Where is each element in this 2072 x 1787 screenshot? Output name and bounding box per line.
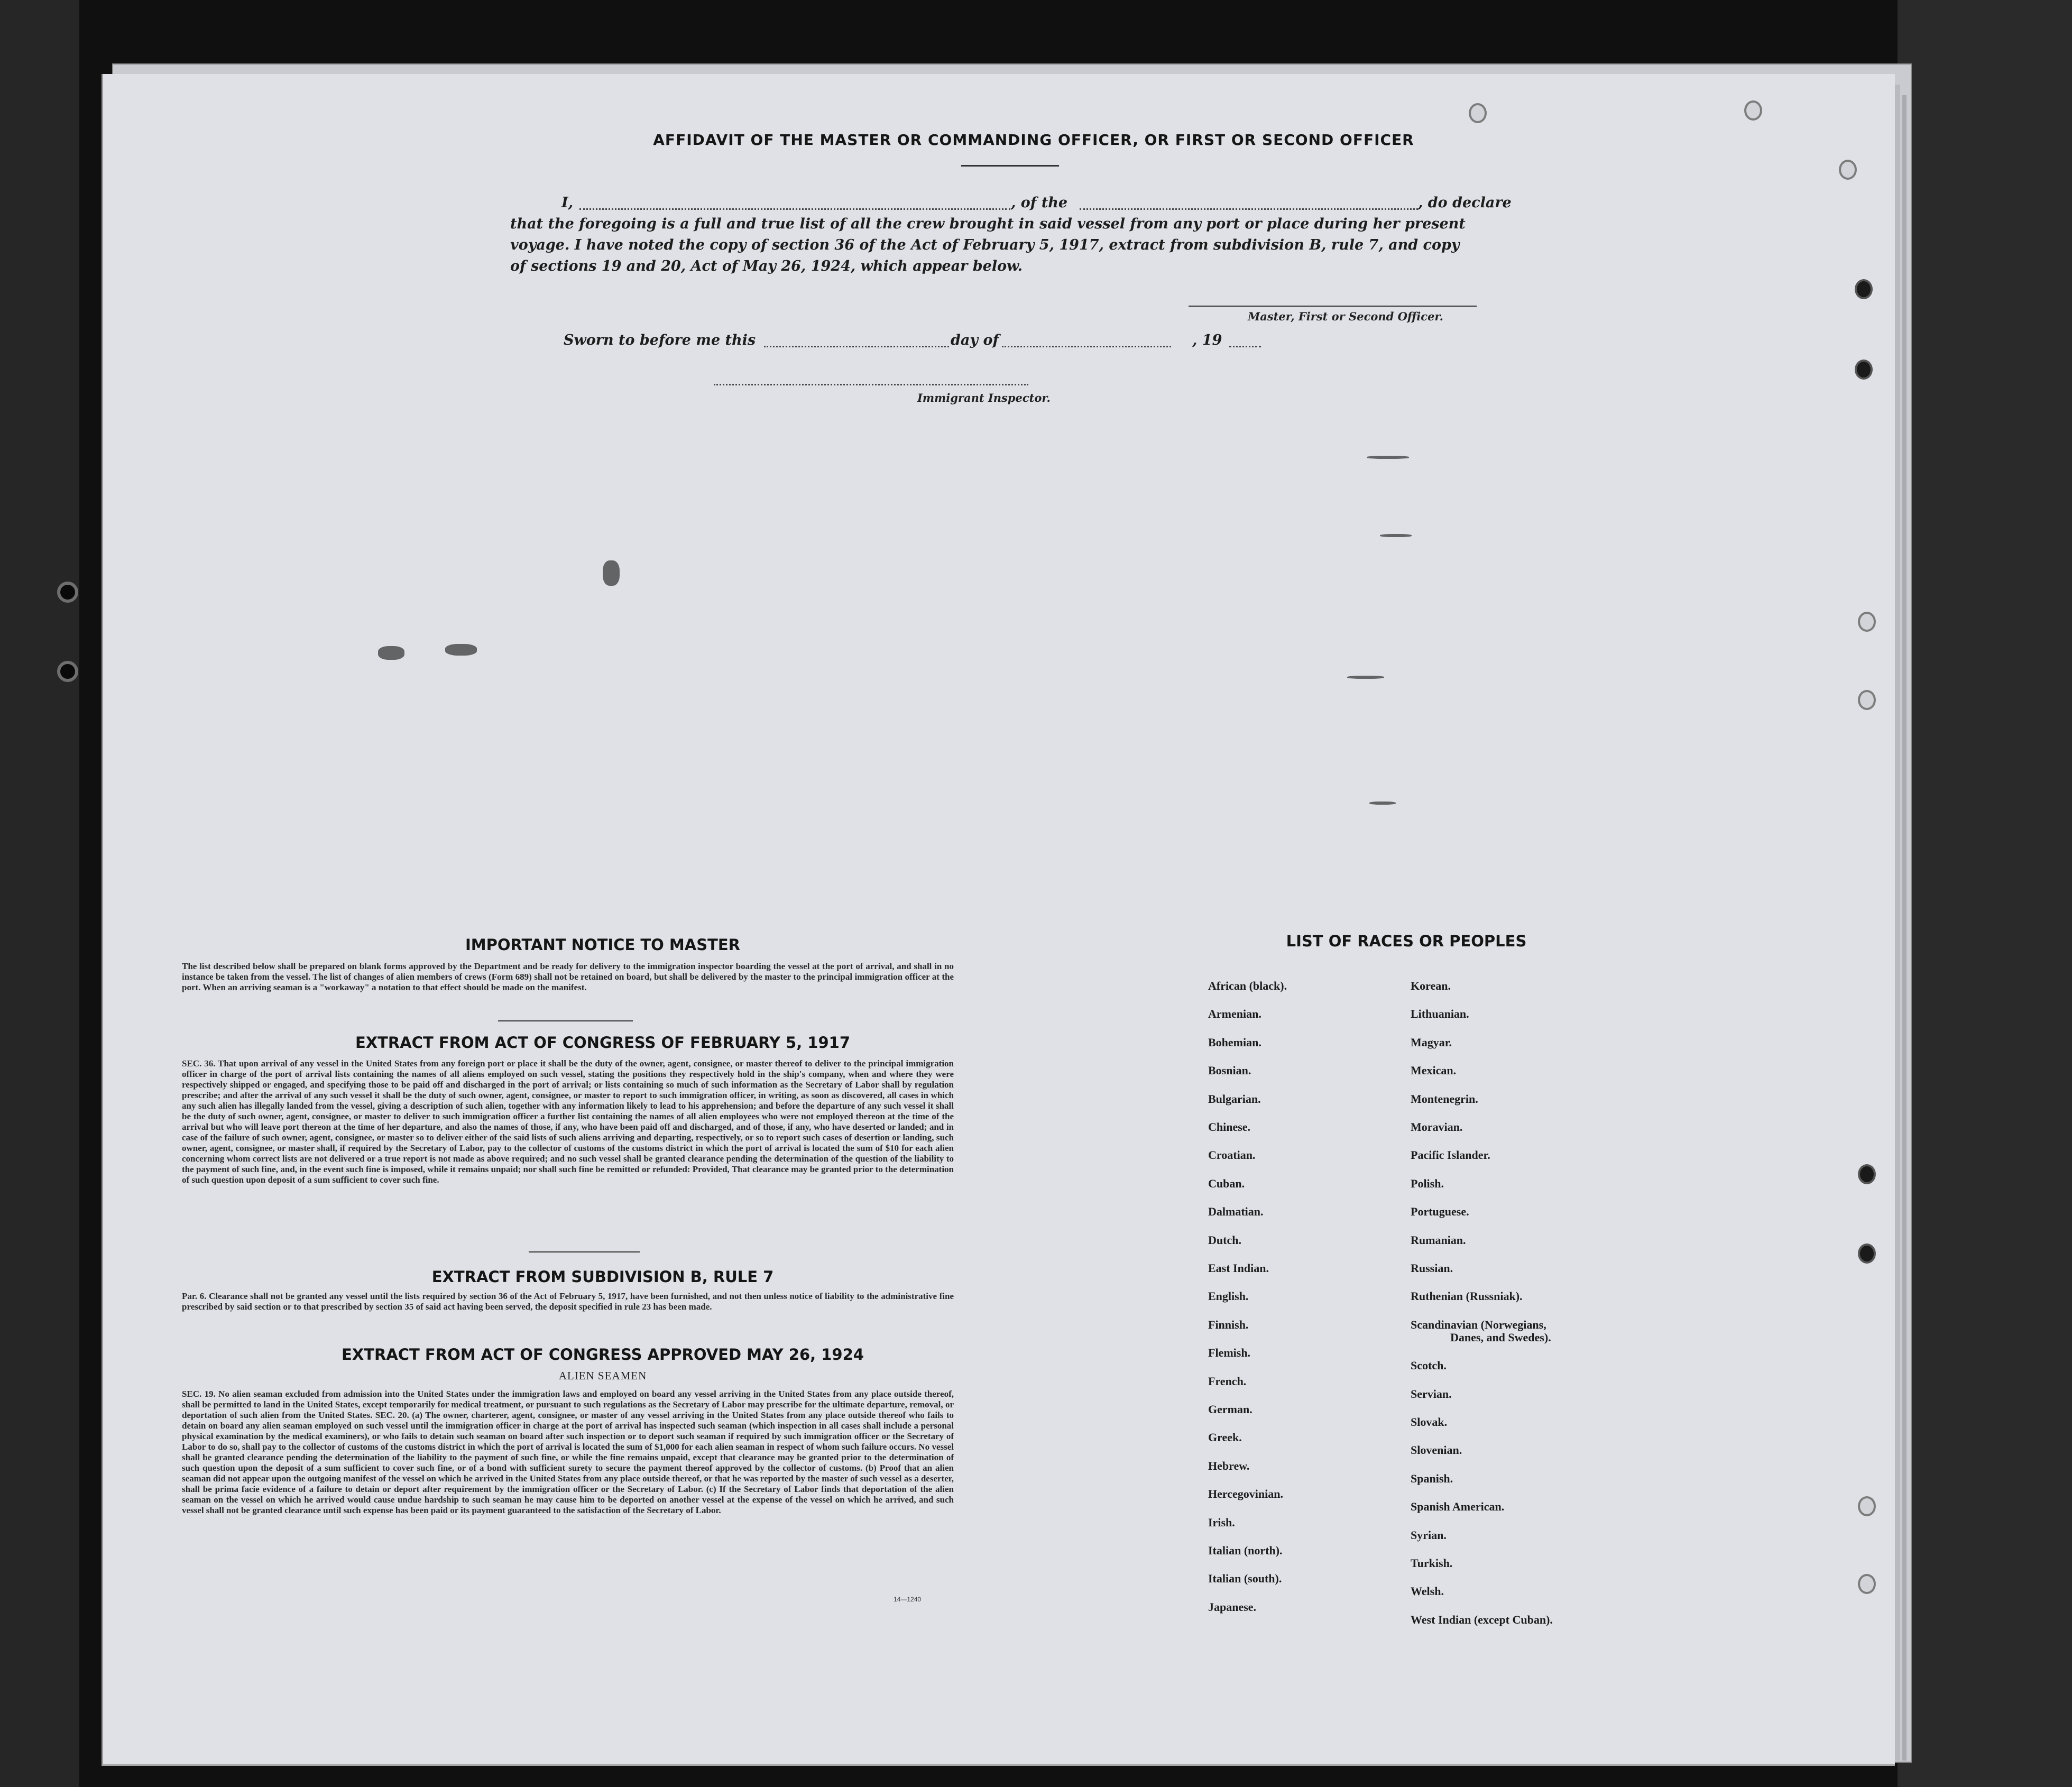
ink-smudge bbox=[445, 644, 477, 656]
affidavit-line-2: that the foregoing is a full and true list of all the crew brought in said vessel from any port or place during her present bbox=[510, 216, 1466, 232]
punch-hole bbox=[1858, 1496, 1876, 1516]
race-item: Magyar. bbox=[1411, 1036, 1452, 1049]
race-item: Rumanian. bbox=[1411, 1233, 1466, 1247]
punch-hole bbox=[1855, 279, 1873, 299]
race-item: Pacific Islander. bbox=[1411, 1148, 1490, 1162]
race-item: Portuguese. bbox=[1411, 1205, 1469, 1218]
punch-hole bbox=[1744, 100, 1762, 121]
sworn-year-blank[interactable] bbox=[1229, 346, 1261, 347]
race-item: Flemish. bbox=[1208, 1346, 1251, 1359]
declarant-name-blank[interactable] bbox=[579, 208, 1010, 210]
title-underline bbox=[961, 165, 1059, 167]
affidavit-line-4: of sections 19 and 20, Act of May 26, 1924, which appear below. bbox=[510, 258, 1023, 274]
race-item: Montenegrin. bbox=[1411, 1092, 1478, 1106]
punch-hole bbox=[1858, 1164, 1876, 1184]
binding-hole bbox=[57, 582, 78, 603]
race-item: Moravian. bbox=[1411, 1120, 1463, 1134]
race-item: Welsh. bbox=[1411, 1585, 1444, 1598]
inspector-signature-line[interactable] bbox=[714, 384, 1028, 385]
race-item: Bulgarian. bbox=[1208, 1092, 1261, 1106]
race-item: Hebrew. bbox=[1208, 1459, 1250, 1472]
ink-smudge bbox=[1380, 534, 1412, 537]
race-item: Bosnian. bbox=[1208, 1064, 1251, 1077]
declarant-label: I, bbox=[561, 195, 574, 211]
race-item: Scandinavian (Norwegians, bbox=[1411, 1318, 1546, 1331]
master-signature-line[interactable] bbox=[1189, 306, 1477, 307]
sworn-label: Sworn to before me this bbox=[564, 332, 756, 348]
page-edge bbox=[1902, 95, 1907, 1761]
race-item: Mexican. bbox=[1411, 1064, 1457, 1077]
race-item: Chinese. bbox=[1208, 1120, 1251, 1134]
punch-hole bbox=[1858, 1243, 1876, 1264]
notice-text: The list described below shall be prepared on blank forms approved by the Department and be ready for delivery to the immigration inspector boarding the vessel at the port of arrival, and shall in no instance be taken from the vessel. The list of changes of alien members of crews (Form 689) shall not be retained on board, but shall be delivered by the master to the principal immigration officer at the port. When an arriving seaman is a "workaway" a notation to that effect should be made on the manifest. bbox=[182, 961, 954, 992]
race-item: Hercegovinian. bbox=[1208, 1487, 1283, 1500]
punch-hole bbox=[1858, 690, 1876, 710]
inspector-caption: Immigrant Inspector. bbox=[917, 391, 1051, 404]
race-item: Finnish. bbox=[1208, 1318, 1249, 1331]
right-binding-strip bbox=[1898, 0, 2072, 1787]
race-item: Bohemian. bbox=[1208, 1036, 1261, 1049]
punch-hole bbox=[1469, 103, 1487, 123]
punch-hole bbox=[1858, 1574, 1876, 1594]
race-item: Danes, and Swedes). bbox=[1450, 1331, 1551, 1344]
race-item: English. bbox=[1208, 1289, 1249, 1303]
extract-rule7-heading: EXTRACT FROM SUBDIVISION B, RULE 7 bbox=[431, 1268, 774, 1286]
race-item: Syrian. bbox=[1411, 1528, 1447, 1542]
punch-hole bbox=[1839, 160, 1857, 180]
punch-hole bbox=[1858, 612, 1876, 632]
ink-smudge bbox=[1347, 676, 1384, 679]
affidavit-line-3: voyage. I have noted the copy of section 36 of the Act of February 5, 1917, extract from subdivision B, rule 7, and copy bbox=[510, 237, 1460, 253]
page-edge bbox=[1895, 85, 1900, 1761]
race-item: Slovenian. bbox=[1411, 1443, 1462, 1457]
race-item: Polish. bbox=[1411, 1177, 1444, 1190]
race-item: Turkish. bbox=[1411, 1556, 1453, 1570]
divider bbox=[529, 1251, 640, 1252]
races-heading: LIST OF RACES OR PEOPLES bbox=[1286, 932, 1527, 950]
race-item: African (black). bbox=[1208, 979, 1287, 992]
race-item: Armenian. bbox=[1208, 1007, 1261, 1020]
punch-hole bbox=[1855, 360, 1873, 380]
notice-heading: IMPORTANT NOTICE TO MASTER bbox=[465, 936, 741, 954]
sworn-month-blank[interactable] bbox=[1002, 346, 1171, 347]
ink-smudge bbox=[603, 560, 620, 586]
race-item: Servian. bbox=[1411, 1387, 1452, 1401]
race-item: Scotch. bbox=[1411, 1359, 1447, 1372]
race-item: Slovak. bbox=[1411, 1415, 1448, 1429]
race-item: French. bbox=[1208, 1375, 1247, 1388]
day-of-label: day of bbox=[951, 332, 999, 348]
race-item: Irish. bbox=[1208, 1516, 1235, 1529]
race-item: Russian. bbox=[1411, 1261, 1453, 1275]
form-number: 14—1240 bbox=[894, 1596, 922, 1603]
race-item: Japanese. bbox=[1208, 1600, 1257, 1614]
race-item: Cuban. bbox=[1208, 1177, 1245, 1190]
divider bbox=[498, 1020, 633, 1021]
vessel-of-label: , of the bbox=[1011, 195, 1068, 211]
affidavit-title: AFFIDAVIT OF THE MASTER OR COMMANDING OFFICER, OR FIRST OR SECOND OFFICER bbox=[653, 131, 1414, 149]
extract-1924-text: SEC. 19. No alien seaman excluded from admission into the United States under the immigration laws and employed on board any vessel arriving in the United States from any place outside thereof, shall be permitted to land in the United States, except temporarily for medical treatment, or pursuant to such regulations as the Secretary of Labor may prescribe for the ultimate departure, removal, or deportation of such alien from the United States. SEC. 20. (a) The owner, charterer, agent, consignee, or master of any vessel arriving in the United States from any place outside thereof who fails to detain on board any alien seaman employed on such vessel until the immigration officer in charge at the port of arrival has inspected such seaman (which inspection in all cases shall include a personal physical examination by the medical examiners), or who fails to detain such seaman on board after such inspection or to deport such seaman if required by such immigration officer or the Secretary of Labor to do so, shall pay to the collector of customs of the customs district in which the port of arrival is located the sum of $1,000 for each alien seaman in respect of whom such failure occurs. No vessel shall be granted clearance pending the determination of the liability to the payment of such fine, or while the fine remains unpaid, except that clearance may be granted prior to the determination of such question upon the deposit of a sum sufficient to cover such fine, or of a bond with sufficient surety to secure the payment thereof approved by the collector of customs. (b) Proof that an alien seaman did not appear upon the outgoing manifest of the vessel on which he arrived in the United States from any place outside thereof, or that he was reported by the master of such vessel as a deserter, shall be prima facie evidence of a failure to detain or deport after requirement by the immigration officer or the Secretary of Labor. (c) If the Secretary of Labor finds that deportation of the alien seaman on the vessel on which he arrived would cause undue hardship to such seaman he may cause him to be deported on another vessel at the expense of the vessel on which he arrived, and such vessel shall not be granted clearance until such expense has been paid or its payment guaranteed to the satisfaction of the Secretary of Labor. bbox=[182, 1389, 954, 1515]
race-item: West Indian (except Cuban). bbox=[1411, 1613, 1553, 1626]
sworn-day-blank[interactable] bbox=[764, 346, 949, 347]
race-item: Italian (north). bbox=[1208, 1544, 1283, 1557]
vessel-name-blank[interactable] bbox=[1080, 208, 1418, 210]
race-item: German. bbox=[1208, 1403, 1253, 1416]
race-item: Dutch. bbox=[1208, 1233, 1241, 1247]
alien-seamen-subheading: ALIEN SEAMEN bbox=[558, 1369, 647, 1382]
extract-1924-heading: EXTRACT FROM ACT OF CONGRESS APPROVED MAY 26, 1924 bbox=[342, 1346, 864, 1364]
race-item: Spanish. bbox=[1411, 1472, 1453, 1485]
race-item: Spanish American. bbox=[1411, 1500, 1505, 1513]
race-item: Greek. bbox=[1208, 1431, 1242, 1444]
ink-smudge bbox=[1367, 456, 1409, 459]
ink-smudge bbox=[378, 646, 404, 660]
master-signature-caption: Master, First or Second Officer. bbox=[1248, 310, 1443, 323]
left-binding-strip bbox=[0, 0, 79, 1787]
race-item: Korean. bbox=[1411, 979, 1451, 992]
binding-hole bbox=[57, 661, 78, 682]
ink-smudge bbox=[1369, 802, 1396, 805]
extract-rule7-text: Par. 6. Clearance shall not be granted any vessel until the lists required by section 36 of the Act of February 5, 1917, have been furnished, and not then unless notice of liability to the administrative fine prescribed by said section or to that prescribed by section 35 of said act having been served, the deposit specified in rule 23 has been made. bbox=[182, 1291, 954, 1312]
year-label: , 19 bbox=[1192, 332, 1222, 348]
race-item: Croatian. bbox=[1208, 1148, 1256, 1162]
extract-1917-heading: EXTRACT FROM ACT OF CONGRESS OF FEBRUARY 5, 1917 bbox=[355, 1034, 851, 1052]
declare-label: , do declare bbox=[1418, 195, 1512, 211]
race-item: Lithuanian. bbox=[1411, 1007, 1469, 1020]
race-item: East Indian. bbox=[1208, 1261, 1269, 1275]
race-item: Italian (south). bbox=[1208, 1572, 1282, 1585]
extract-1917-text: SEC. 36. That upon arrival of any vessel in the United States from any foreign port or place it shall be the duty of the owner, agent, consignee, or master thereof to deliver to the principal immigration officer in charge of the port of arrival lists containing the names of all aliens employed on such vessel, stating the positions they respectively hold in the ship's company, when and where they were respectively shipped or engaged, and specifying those to be paid off and discharged in the port of arrival; or lists containing so much of such information as the Secretary of Labor shall by regulation prescribe; and after the arrival of any such vessel it shall be the duty of such owner, agent, consignee, or master to report to such immigration officer, in writing, as soon as discovered, all cases in which any such alien has illegally landed from the vessel, giving a description of such alien, together with any information likely to lead to his apprehension; and before the departure of any such vessel it shall be the duty of such owner, agent, consignee, or master to deliver to such immigration officer a further list containing the names of all alien employees who were not employed thereon at the time of the arrival but who will leave port thereon at the time of her departure, and also the names of those, if any, who have been paid off and discharged, and of those, if any, who have deserted or landed; and in case of the failure of such owner, agent, consignee, or master so to deliver either of the said lists of such aliens arriving and departing, respectively, or so to report such cases of desertion or landing, such owner, agent, consignee, or master shall, if required by the Secretary of Labor, pay to the collector of customs of the customs district in which the port of arrival is located the sum of $10 for each alien concerning whom correct lists are not delivered or a true report is not made as above required; and no such vessel shall be granted clearance pending the determination of the question of the liability to the payment of such fine, and, in the event such fine is imposed, while it remains unpaid; nor shall such fine be remitted or refunded: Provided, That clearance may be granted prior to the determination of such question upon deposit of a sum sufficient to cover such fine. bbox=[182, 1058, 954, 1185]
race-item: Ruthenian (Russniak). bbox=[1411, 1289, 1523, 1303]
race-item: Dalmatian. bbox=[1208, 1205, 1264, 1218]
